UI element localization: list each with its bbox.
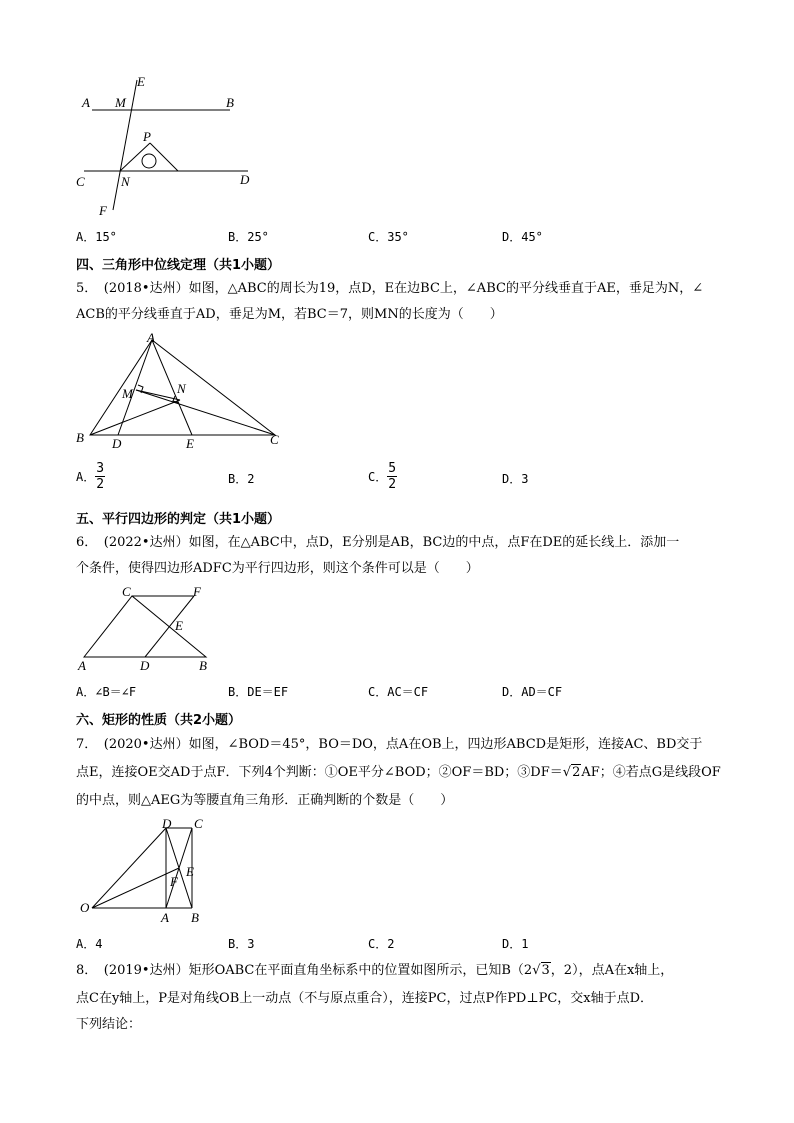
q7-label-F: F [170,874,178,889]
figure-parallel-lines [70,70,270,220]
q6-line-1: 6． (2022•达州）如图，在△ABC中，点D，E分别是AB，BC边的中点，点F在DE的延长线上．添加一 [76,535,680,550]
q8-line-1-part-b: ，2），点A在x轴上， [550,963,674,978]
q5-option-c-fraction [387,461,397,492]
q6-label-D: D [140,658,150,673]
q7-line-2-part-b: AF；④若点G是线段OF [581,765,721,780]
q8-line-1: 8． (2019•达州）矩形OABC在平面直角坐标系中的位置如图所示，已知B（2√3，2），点A在x轴上， [76,963,674,978]
q4-option-d[interactable]: D．45° [502,230,543,244]
q6-option-b[interactable]: B．DE＝EF [228,685,289,699]
label-B: B [226,95,234,110]
q4-option-b[interactable]: B．25° [228,230,269,244]
q5-option-c-denominator: 2 [388,477,397,492]
figure-q5-triangle [70,330,300,455]
q7-label-A: A [161,910,169,925]
figure-q6-triangle [70,582,230,674]
q7-line-3: 的中点，则△AEG为等腰直角三角形．正确判断的个数是（ ） [76,793,454,808]
q5-label-B: B [76,430,84,445]
q8-sqrt-value: 3 [541,963,550,978]
q5-option-c-numerator: 5 [388,461,397,476]
q6-label-A: A [78,658,86,673]
q7-label-C: C [194,816,203,831]
q6-label-C: C [122,584,131,599]
q7-label-D: D [162,816,172,831]
q7-option-c[interactable]: C．2 [368,937,395,951]
figure-q7-rectangle [74,816,214,928]
q5-label-C: C [270,432,279,447]
label-F: F [99,203,107,218]
section-4-title: 四、三角形中位线定理（共1小题） [76,258,281,273]
q7-label-B: B [191,910,199,925]
q5-option-d[interactable]: D．3 [502,472,529,486]
label-M: M [115,95,126,110]
q6-label-E: E [175,618,183,633]
q7-label-E: E [186,864,194,879]
q5-label-E: E [186,436,194,451]
q5-option-c[interactable] [368,461,397,492]
q7-line-2: 点E，连接OE交AD于点F．下列4个判断：①OE平分∠BOD；②OF＝BD；③DF＝√2AF；④若点G是线段OF [76,765,721,780]
q8-line-3: 下列结论： [76,1017,142,1032]
q7-line-1: 7． (2020•达州）如图，∠BOD＝45°，BO＝DO，点A在OB上，四边形ABCD是矩形，连接AC、BD交于 [76,737,703,752]
q6-label-B: B [199,658,207,673]
q6-option-d[interactable]: D．AD＝CF [502,685,563,699]
label-P: P [143,129,151,144]
q6-label-F: F [193,584,201,599]
q5-option-a[interactable] [76,461,105,492]
q5-label-M: M [122,386,133,401]
section-6-title: 六、矩形的性质（共2小题） [76,713,242,728]
q7-line-2-part-a: 点E，连接OE交AD于点F．下列4个判断：①OE平分∠BOD；②OF＝BD；③DF＝ [76,765,563,780]
q7-option-b[interactable]: B．3 [228,937,255,951]
label-E: E [137,74,145,89]
q5-line-1: 5． (2018•达州）如图，△ABC的周长为19，点D，E在边BC上，∠ABC的平分线垂直于AE，垂足为N，∠ [76,281,704,296]
label-A: A [82,95,90,110]
q6-line-2: 个条件，使得四边形ADFC为平行四边形，则这个条件可以是（ ） [76,561,479,576]
q5-label-D: D [112,436,122,451]
q6-option-c[interactable]: C．AC＝CF [368,685,429,699]
q7-label-O: O [80,900,90,915]
label-C: C [76,174,85,189]
q6-option-a[interactable]: A．∠B＝∠F [76,685,137,699]
q7-option-d[interactable]: D．1 [502,937,529,951]
q4-option-a[interactable]: A．15° [76,230,117,244]
q5-label-A: A [147,330,155,345]
q5-option-a-denominator: 2 [96,477,105,492]
q5-option-a-numerator: 3 [96,461,105,476]
q7-sqrt-value: 2 [572,765,581,780]
q8-line-1-part-a: 8． (2019•达州）矩形OABC在平面直角坐标系中的位置如图所示，已知B（2 [76,963,533,978]
q5-option-b[interactable]: B．2 [228,472,255,486]
q4-option-c[interactable]: C．35° [368,230,409,244]
q5-option-a-fraction [95,461,105,492]
label-N: N [121,174,130,189]
q7-option-a[interactable]: A．4 [76,937,103,951]
q8-line-2: 点C在y轴上，P是对角线OB上一动点（不与原点重合），连接PC，过点P作PD⊥PC，交x轴于点D． [76,991,654,1006]
q5-option-a-prefix: A． [76,470,96,484]
label-D: D [240,172,250,187]
q5-option-c-prefix: C． [368,470,388,484]
q5-line-2: ACB的平分线垂直于AD，垂足为M，若BC＝7，则MN的长度为（ ） [76,307,503,322]
q5-label-N: N [177,381,186,396]
section-5-title: 五、平行四边形的判定（共1小题） [76,512,281,527]
